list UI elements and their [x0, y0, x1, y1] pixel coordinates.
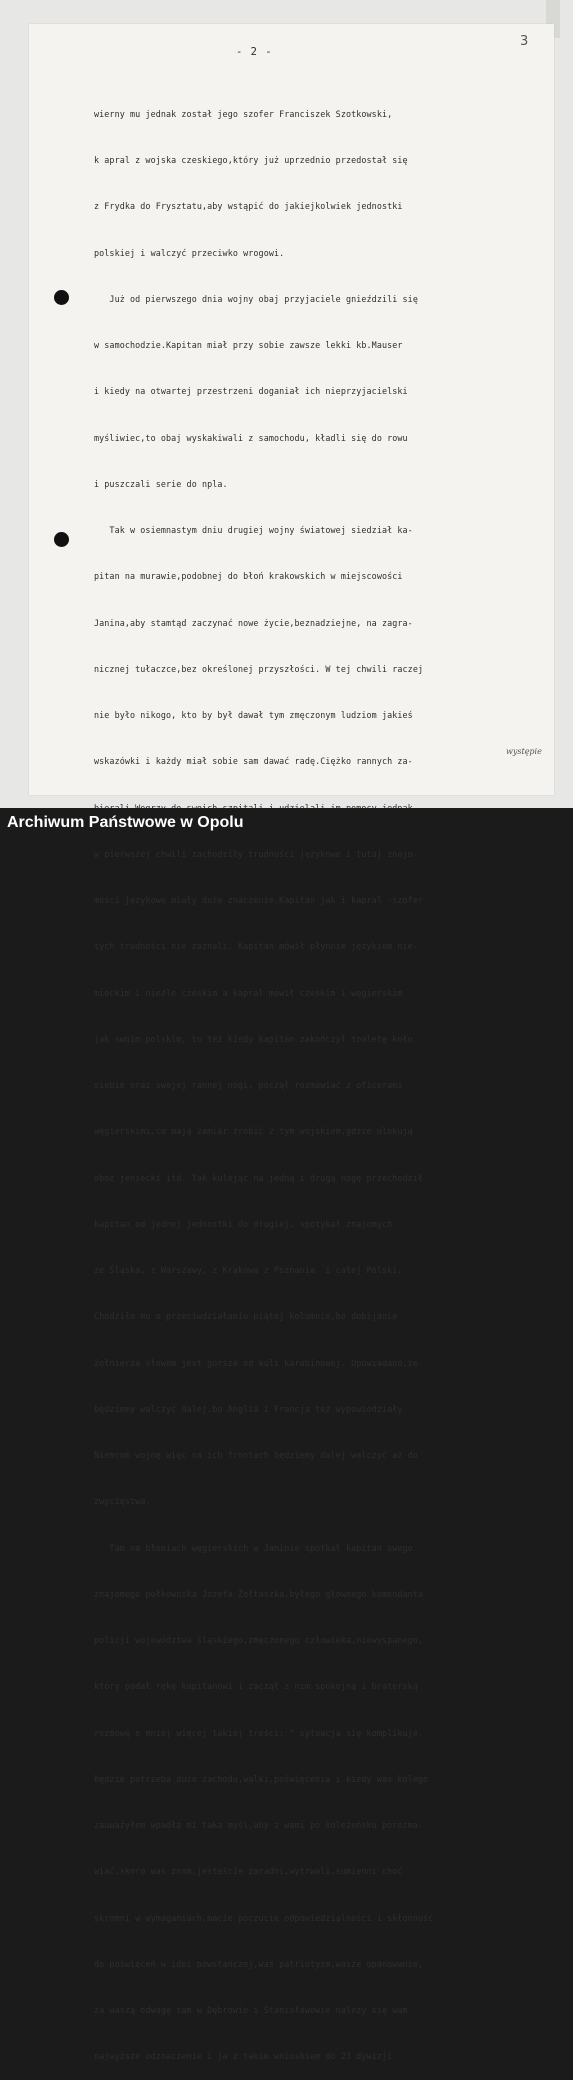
archive-name: Archiwum Państwowe w Opolu: [7, 814, 244, 831]
text-line: będzie potrzeba dużo zachodu,walki,poświęcenia i kiedy was kolego: [94, 1773, 429, 1784]
text-line: skromni w wymaganiach,macie poczucie odpowiedzialności i skłonność: [94, 1912, 434, 1923]
text-line: węgierskimi,co mają zamiar zrobić z tym wojskiem,gdzie ulokują: [94, 1126, 413, 1137]
text-line: tych trudności nie zaznali. Kapitan mówił płynnie językiem nie-: [94, 941, 418, 952]
text-line: Tak w osiemnastym dniu drugiej wojny światowej siedział ka-: [94, 525, 413, 536]
text-line: będziemy walczyć dalej,bo Anglia i Francja też wypowiedziały: [94, 1403, 403, 1414]
text-line: policji województwa śląskiego,zmęczonego człowieka,niewyspanego,: [94, 1635, 424, 1646]
text-line: pitan na murawie,podobnej do błoń krakowskich w miejscowości: [94, 571, 403, 582]
archive-footer: [0, 808, 573, 840]
punch-hole: [54, 532, 69, 547]
text-line: mieckim i nieźle czeskim a kapral mówił czeskim i węgierskim: [94, 987, 403, 998]
text-line: zauważyłem wpadła mi taka myśl,aby z wami po koleżeńsku porozma-: [94, 1820, 424, 1831]
text-line: obóz jeniecki itd. Tak kulejąc na jedną i drugą nogę przechodził: [94, 1172, 424, 1183]
text-line: Niemcom wojnę więc na ich frontach będziemy dalej walczyć aż do: [94, 1450, 418, 1461]
text-line: w samochodzie.Kapitan miał przy sobie zawsze lekki kb.Mauser: [94, 340, 403, 351]
text-line: wskazówki i każdy miał sobie sam dawać radę.Ciężko rannych za-: [94, 756, 413, 767]
punch-hole: [54, 290, 69, 305]
text-line: rozmowę o mniej więcej takiej treści: " sytuacja się komplikuje,: [94, 1727, 424, 1738]
text-line: i puszczali serie do npla.: [94, 478, 228, 489]
text-line: najwyższe odznaczenie i ja z takim wnioskiem do 23 dywizji: [94, 2051, 393, 2062]
text-line: kapitan od jednej jednostki do drugiej, spotykał znajomych: [94, 1218, 393, 1229]
text-line: znajomego pułkownika Józefa Żołtaszka,byłego głównego komendanta: [94, 1588, 424, 1599]
text-line: nicznej tułaczce,bez określonej przyszłości. W tej chwili raczej: [94, 663, 424, 674]
page-number: - 2 -: [236, 46, 273, 58]
text-line: jak swoim polskim, to też kiedy kapitan zakończył toaletę koło: [94, 1033, 413, 1044]
text-line: polskiej i walczyć przeciwko wrogowi.: [94, 247, 285, 258]
text-line: Już od pierwszego dnia wojny obaj przyjaciele gnieździli się: [94, 293, 418, 304]
text-line: myśliwiec,to obaj wyskakiwali z samochodu, kładli się do rowu: [94, 432, 408, 443]
text-line: do poświęceń w idei powstańczej,was patriotyzm,wasze opanowanie,: [94, 1958, 424, 1969]
text-line: żołnierza słowem jest gorsze od kuli karabinowej. Opowiadano,że: [94, 1357, 418, 1368]
text-line: Janina,aby stamtąd zaczynać nowe życie,beznadziejne, na zagra-: [94, 617, 413, 628]
handwritten-note: występie: [506, 747, 542, 756]
text-line: wierny mu jednak został jego szofer Franciszek Szotkowski,: [94, 108, 393, 119]
document-body: [94, 76, 554, 2080]
text-line: który podał rękę kapitanowi i zaczął z nim spokojną i braterską: [94, 1681, 418, 1692]
text-line: ze Śląska, z Warszawy, z Krakowa z Poznania i całej Polski.: [94, 1265, 403, 1276]
text-line: mości językowe miały duże znaczenie.Kapitan jak i kapral -szofer: [94, 895, 424, 906]
text-line: zwycięstwa.: [94, 1496, 151, 1507]
text-line: i kiedy na otwartej przestrzeni doganiał ich nieprzyjacielski: [94, 386, 408, 397]
text-line: Chodziło mu o przeciwdziałaniu piątej kolumnie,bo dobijanie: [94, 1311, 398, 1322]
text-line: wiać,skoro was znam,jesteście zaradni,wytrwali,sumienni choć: [94, 1866, 403, 1877]
text-line: k apral z wojska czeskiego,który już uprzednio przedostał się: [94, 155, 408, 166]
folio-number: 3: [520, 34, 529, 49]
text-line: z Frydka do Frysztatu,aby wstąpić do jakiejkolwiek jednostki: [94, 201, 403, 212]
text-line: w pierwszej chwili zachodziły trudności językowe i tutaj znajo-: [94, 848, 418, 859]
text-line: za waszą odwagę tam w Dębrowie i Stanisławowie należy się wam: [94, 2005, 408, 2016]
text-line: nie było nikogo, kto by był dawał tym zmęczonym ludziom jakieś: [94, 710, 413, 721]
text-line: siebie oraz swojej rannej nogi, począł rozmawiać z oficerami: [94, 1080, 403, 1091]
text-line: Tam na błoniach węgierskich w Janinie spotkał kapitan swego: [94, 1542, 413, 1553]
